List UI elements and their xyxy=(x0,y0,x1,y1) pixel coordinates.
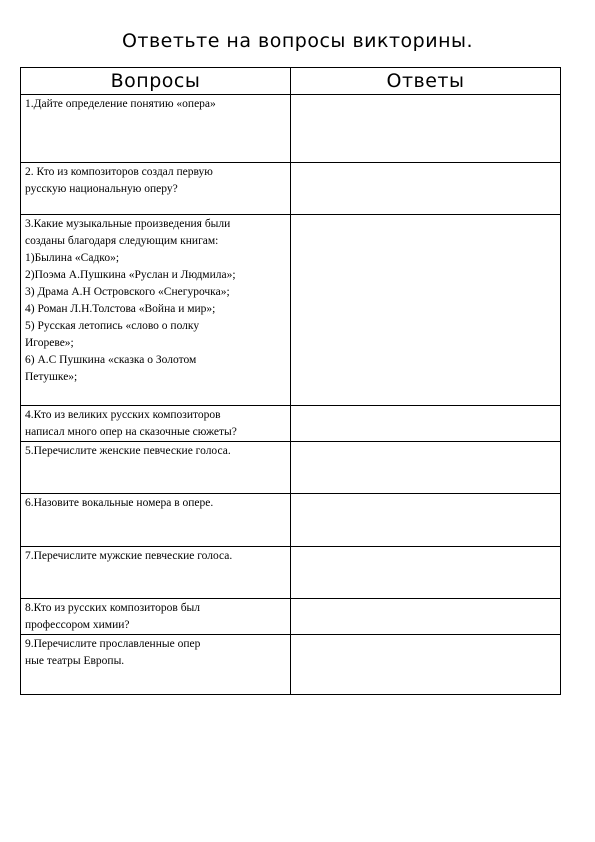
table-row xyxy=(21,547,561,599)
page-title: Ответьте на вопросы викторины. xyxy=(121,30,474,52)
table-row xyxy=(21,406,561,442)
answer-cell[interactable] xyxy=(291,163,561,215)
table-row xyxy=(21,494,561,547)
question-cell xyxy=(21,406,291,442)
question-text: 8.Кто из русских композиторов был профессором химии? xyxy=(25,602,201,631)
answer-cell[interactable] xyxy=(291,215,561,406)
table-row xyxy=(21,599,561,635)
question-text: 9.Перечислите прославленные опер ные театры Европы. xyxy=(25,638,201,667)
quiz-table xyxy=(20,67,561,695)
answer-cell[interactable] xyxy=(291,442,561,494)
question-cell xyxy=(21,494,291,547)
table-row xyxy=(21,635,561,695)
question-cell xyxy=(21,95,291,163)
table-row xyxy=(21,163,561,215)
question-cell xyxy=(21,163,291,215)
question-text: 6.Назовите вокальные номера в опере. xyxy=(25,497,214,509)
question-text: 7.Перечислите мужские певческие голоса. xyxy=(25,550,233,562)
answer-cell[interactable] xyxy=(291,547,561,599)
header-answers: Ответы xyxy=(291,68,561,95)
answer-cell[interactable] xyxy=(291,494,561,547)
question-text: 2. Кто из композиторов создал первую русскую национальную оперу? xyxy=(25,166,213,195)
question-text: 3.Какие музыкальные произведения были созданы благодаря следующим книгам: 1)Былина «Садко»; 2)Поэма А.Пушкина «Руслан и Людмила»; 3) Драма А.Н Островского «Снегурочка»; 4) Роман Л.Н.Толстова «Война и мир»; 5) Русская летопись «слово о полку Игореве»; 6) А.С Пушкина «сказка о Золотом Петушке»; xyxy=(25,218,236,383)
question-cell xyxy=(21,599,291,635)
question-text: 4.Кто из великих русских композиторов написал много опер на сказочные сюжеты? xyxy=(25,409,237,438)
table-header-row xyxy=(21,68,561,95)
answer-cell[interactable] xyxy=(291,599,561,635)
question-cell xyxy=(21,442,291,494)
question-cell xyxy=(21,547,291,599)
question-cell xyxy=(21,215,291,406)
answer-cell[interactable] xyxy=(291,635,561,695)
answer-cell[interactable] xyxy=(291,406,561,442)
question-cell xyxy=(21,635,291,695)
table-row xyxy=(21,215,561,406)
table-row xyxy=(21,442,561,494)
table-row xyxy=(21,95,561,163)
question-text: 5.Перечислите женские певческие голоса. xyxy=(25,445,231,457)
header-questions: Вопросы xyxy=(21,68,291,95)
question-text: 1.Дайте определение понятию «опера» xyxy=(25,98,216,110)
answer-cell[interactable] xyxy=(291,95,561,163)
